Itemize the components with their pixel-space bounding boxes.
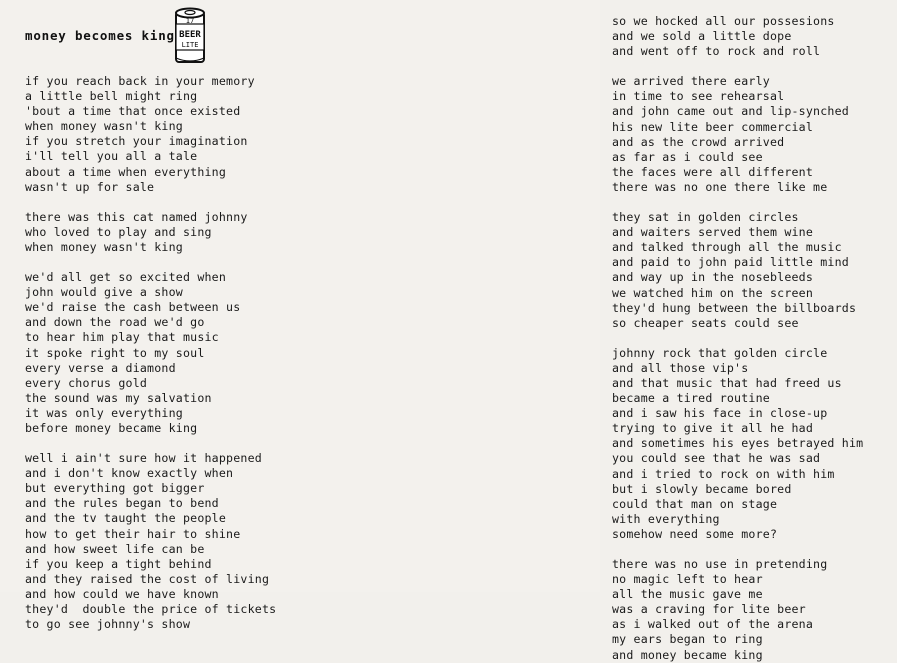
lyric-line: i'll tell you all a tale xyxy=(25,149,198,164)
lyric-line: somehow need some more? xyxy=(612,526,778,541)
page-title: money becomes king xyxy=(25,28,175,43)
lyric-line: who loved to play and sing xyxy=(25,224,212,239)
stanza xyxy=(25,270,295,436)
lyric-line: to go see johnny's show xyxy=(25,617,191,632)
lyric-line: and all those vip's xyxy=(612,360,749,375)
stanza xyxy=(612,14,897,59)
lyric-line: and i saw his face in close-up xyxy=(612,406,828,421)
lyric-line: before money became king xyxy=(25,420,198,435)
lyric-line: and john came out and lip-synched xyxy=(612,104,849,119)
lyric-line: his new lite beer commercial xyxy=(612,119,814,134)
right-lyrics xyxy=(612,14,897,663)
stanza xyxy=(612,210,897,331)
lyric-line: there was no one there like me xyxy=(612,179,828,194)
lyric-line: and how sweet life can be xyxy=(25,541,205,556)
lyric-line: with everything xyxy=(612,511,720,526)
stanza xyxy=(25,451,295,632)
lyric-line: and we sold a little dope xyxy=(612,29,792,44)
lyric-line: could that man on stage xyxy=(612,496,778,511)
lyric-line: trying to give it all he had xyxy=(612,421,814,436)
left-lyrics xyxy=(25,74,295,632)
lyric-line: if you keep a tight behind xyxy=(25,556,212,571)
lyric-line: there was this cat named johnny xyxy=(25,209,248,224)
lyric-line: to hear him play that music xyxy=(25,330,219,345)
stanza xyxy=(25,210,295,255)
lyric-line: well i ain't sure how it happened xyxy=(25,451,262,466)
lyric-line: and that music that had freed us xyxy=(612,375,842,390)
lyric-line: there was no use in pretending xyxy=(612,557,828,571)
lyric-line: if you stretch your imagination xyxy=(25,134,248,149)
lyric-line: and as the crowd arrived xyxy=(612,134,785,149)
lyric-line: and waiters served them wine xyxy=(612,225,814,240)
lyric-line: if you reach back in your memory xyxy=(25,74,255,88)
lyric-line: we'd raise the cash between us xyxy=(25,300,241,315)
stanza xyxy=(612,346,897,542)
lyric-line: about a time when everything xyxy=(25,164,227,179)
lyric-line: when money wasn't king xyxy=(25,239,183,254)
lyric-line: how to get their hair to shine xyxy=(25,526,241,541)
lyric-line: the sound was my salvation xyxy=(25,390,212,405)
lyric-line: john would give a show xyxy=(25,285,183,300)
lyric-line: we'd all get so excited when xyxy=(25,270,227,285)
lyric-line: we arrived there early xyxy=(612,74,770,89)
lyric-line: they sat in golden circles xyxy=(612,210,799,225)
can-top-label: 17 xyxy=(185,17,195,25)
lyric-line: and i tried to rock on with him xyxy=(612,466,835,481)
lyric-line: so we hocked all our possesions xyxy=(612,14,835,28)
lyric-line: no magic left to hear xyxy=(612,572,763,587)
lyric-line: in time to see rehearsal xyxy=(612,89,785,104)
lyric-line: you could see that he was sad xyxy=(612,451,821,466)
lyric-line: and the rules began to bend xyxy=(25,496,219,511)
lyric-line: and money became king xyxy=(612,647,763,662)
lyric-line: johnny rock that golden circle xyxy=(612,345,828,360)
stanza xyxy=(612,74,897,195)
lyric-line: and the tv taught the people xyxy=(25,511,227,526)
stanza xyxy=(612,557,897,663)
left-column xyxy=(0,0,300,632)
lyric-line: all the music gave me xyxy=(612,587,763,602)
lyric-line: they'd hung between the billboards xyxy=(612,300,857,315)
lyric-line: a little bell might ring xyxy=(25,89,198,104)
lyric-line: wasn't up for sale xyxy=(25,179,155,194)
beer-can-illustration xyxy=(168,4,212,66)
lyric-line: and sometimes his eyes betrayed him xyxy=(612,436,864,451)
lyric-line: every verse a diamond xyxy=(25,360,176,375)
lyric-line: every chorus gold xyxy=(25,375,148,390)
right-column xyxy=(300,0,864,662)
lyric-line: we watched him on the screen xyxy=(612,285,814,300)
lyric-line: the faces were all different xyxy=(612,164,814,179)
lyric-line: and down the road we'd go xyxy=(25,315,205,330)
lyric-line: became a tired routine xyxy=(612,391,770,406)
lyric-line: and paid to john paid little mind xyxy=(612,255,849,270)
lyric-line: my ears began to ring xyxy=(612,632,763,647)
can-brand-label: BEER xyxy=(179,30,201,40)
lyric-line: so cheaper seats could see xyxy=(612,315,799,330)
lyric-line: and way up in the nosebleeds xyxy=(612,270,814,285)
can-sub-label: LITE xyxy=(181,41,199,49)
lyric-line: but i slowly became bored xyxy=(612,481,792,496)
lyric-line: was a craving for lite beer xyxy=(612,602,806,617)
lyric-line: and talked through all the music xyxy=(612,240,842,255)
lyric-line: but everything got bigger xyxy=(25,481,205,496)
lyric-line: when money wasn't king xyxy=(25,119,183,134)
lyric-line: it was only everything xyxy=(25,405,183,420)
lyric-line: 'bout a time that once existed xyxy=(25,104,241,119)
lyric-line: and they raised the cost of living xyxy=(25,571,270,586)
lyric-line: as i walked out of the arena xyxy=(612,617,814,632)
lyric-line: they'd double the price of tickets xyxy=(25,602,277,616)
lyric-line: it spoke right to my soul xyxy=(25,345,205,360)
stanza xyxy=(25,74,295,195)
lyric-line: as far as i could see xyxy=(612,149,763,164)
lyric-line: and i don't know exactly when xyxy=(25,466,234,481)
lyric-line: and went off to rock and roll xyxy=(612,44,821,59)
lyric-line: and how could we have known xyxy=(25,586,219,601)
